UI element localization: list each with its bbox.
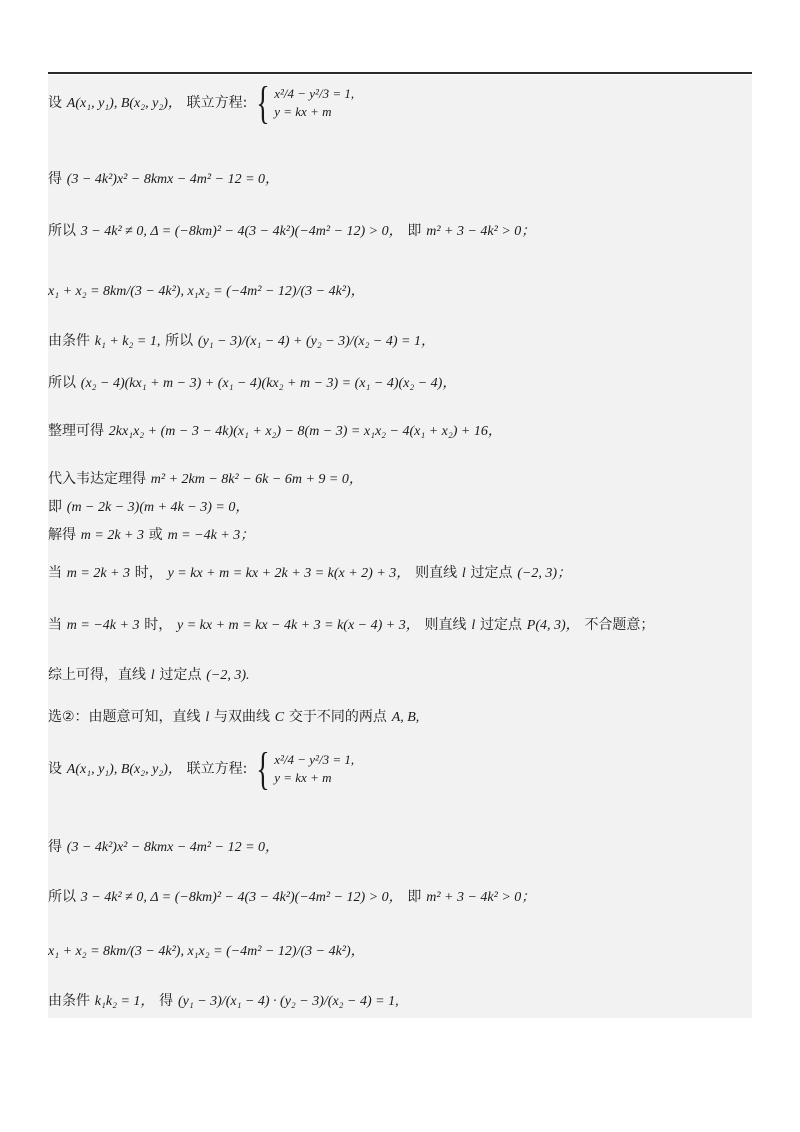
text-segment: 得 [159,993,174,1009]
math-segment: A, B, [391,710,420,725]
math-segment: y = kx + m = kx + 2k + 3 = k(x + 2) + 3， [167,566,411,581]
solution-line [48,372,752,394]
math-segment: x₁ + x₂ = 8km/(3 − 4k²), x₁x₂ = (−4m² − 12)/(3 − 4k²)， [48,284,365,299]
math-segment: m² + 3 − 4k² > 0； [426,224,536,239]
text-segment: 代入韦达定理得 [48,471,146,487]
system-row: x²/4 − y²/3 = 1, [274,752,355,767]
text-segment: 设 [48,761,62,777]
text-segment: 所以 [165,333,194,349]
math-segment: m² + 3 − 4k² > 0； [426,890,536,905]
math-segment: m = −4k + 3； [167,528,255,543]
text-segment: 与双曲线 [214,709,271,725]
brace-symbol: { [256,77,270,128]
solution-line [48,496,752,518]
text-segment: 则直线 [424,617,467,633]
text-segment: 不合题意； [584,617,655,633]
content-panel [48,75,752,1018]
math-segment: (y₁ − 3)/(x₁ − 4) + (y₂ − 3)/(x₂ − 4) = 1， [197,334,435,349]
text-segment: 综上可得，直线 [48,667,146,683]
math-segment: C [274,710,285,725]
text-segment: 则直线 [415,565,458,581]
brace-symbol: { [256,743,270,794]
text-segment: 过定点 [479,617,522,633]
solution-line [48,990,752,1012]
solution-line [48,420,752,442]
math-segment: A(x₁, y₁), B(x₂, y₂)， [66,762,182,777]
system-row: x²/4 − y²/3 = 1, [274,86,355,101]
solution-line [48,77,752,128]
math-segment: m = 2k + 3 [80,528,144,543]
math-segment: l [205,710,210,725]
text-segment: 设 [48,95,62,111]
text-segment: 即 [407,223,422,239]
math-segment: y = kx + m = kx − 4k + 3 = k(x − 4) + 3， [177,618,420,633]
text-segment: 得 [48,839,62,855]
math-segment: m = 2k + 3 [66,566,130,581]
math-segment: l [461,566,466,581]
solution-line [48,886,752,908]
text-segment: 或 [148,527,163,543]
math-segment: l [471,618,476,633]
text-segment: 所以 [48,223,76,239]
solution-line [48,524,752,546]
system-row: y = kx + m [274,770,332,785]
solution-line [48,836,752,858]
solution-line [48,168,752,190]
solution-line [48,706,752,728]
math-segment: (−2, 3). [206,668,250,683]
math-segment: k₁ + k₂ = 1, [94,334,161,349]
solution-line [48,220,752,242]
math-segment: A(x₁, y₁), B(x₂, y₂)， [66,96,182,111]
text-segment: 联立方程: [186,95,248,111]
text-segment: 即 [407,889,422,905]
solution-line [48,743,752,794]
solution-line [48,468,752,490]
text-segment: 联立方程: [186,761,248,777]
text-segment: 由条件 [48,993,90,1009]
math-segment: l [150,668,155,683]
math-segment: (3 − 4k²)x² − 8kmx − 4m² − 12 = 0， [66,840,280,855]
text-segment: 解得 [48,527,76,543]
math-segment: k₁k₂ = 1， [94,994,155,1009]
math-segment: (y₁ − 3)/(x₁ − 4) · (y₂ − 3)/(x₂ − 4) = 1, [177,994,399,1009]
math-segment: (−2, 3)； [517,566,572,581]
text-segment: 当 [48,617,62,633]
math-segment: x₁ + x₂ = 8km/(3 − 4k²), x₁x₂ = (−4m² − 12)/(3 − 4k²)， [48,944,365,959]
math-segment: m² + 2km − 8k² − 6k − 6m + 9 = 0， [150,472,363,487]
text-segment: 当 [48,565,62,581]
text-segment: 由条件 [48,333,90,349]
solution-line [48,330,752,352]
text-segment: 即 [48,499,62,515]
math-segment: 2kx₁x₂ + (m − 3 − 4k)(x₁ + x₂) − 8(m − 3) = x₁x₂ − 4(x₁ + x₂) + 16， [108,424,502,439]
equation-system [274,751,354,787]
math-segment: (x₂ − 4)(kx₁ + m − 3) + (x₁ − 4)(kx₂ + m − 3) = (x₁ − 4)(x₂ − 4)， [80,376,457,391]
text-segment: 整理可得 [48,423,104,439]
system-row: y = kx + m [274,104,332,119]
solution-line [48,614,752,636]
text-segment: 过定点 [159,667,202,683]
text-segment: 过定点 [470,565,513,581]
solution-line [48,280,752,302]
solution-line [48,940,752,962]
equation-system [274,85,354,121]
solution-line [48,664,752,686]
text-segment: 选②：由题意可知，直线 [48,709,201,725]
math-segment: 3 − 4k² ≠ 0, Δ = (−8km)² − 4(3 − 4k²)(−4m² − 12) > 0， [80,890,403,905]
text-segment: 时， [144,617,173,633]
solution-line [48,562,752,584]
math-segment: m = −4k + 3 [66,618,140,633]
math-segment: (m − 2k − 3)(m + 4k − 3) = 0， [66,500,250,515]
math-segment: P(4, 3)， [526,618,580,633]
text-segment: 时， [134,565,163,581]
top-rule [48,72,752,74]
text-segment: 得 [48,171,62,187]
text-segment: 所以 [48,375,76,391]
text-segment: 交于不同的两点 [288,709,387,725]
text-segment: 所以 [48,889,76,905]
math-segment: (3 − 4k²)x² − 8kmx − 4m² − 12 = 0， [66,172,280,187]
math-segment: 3 − 4k² ≠ 0, Δ = (−8km)² − 4(3 − 4k²)(−4m² − 12) > 0， [80,224,403,239]
